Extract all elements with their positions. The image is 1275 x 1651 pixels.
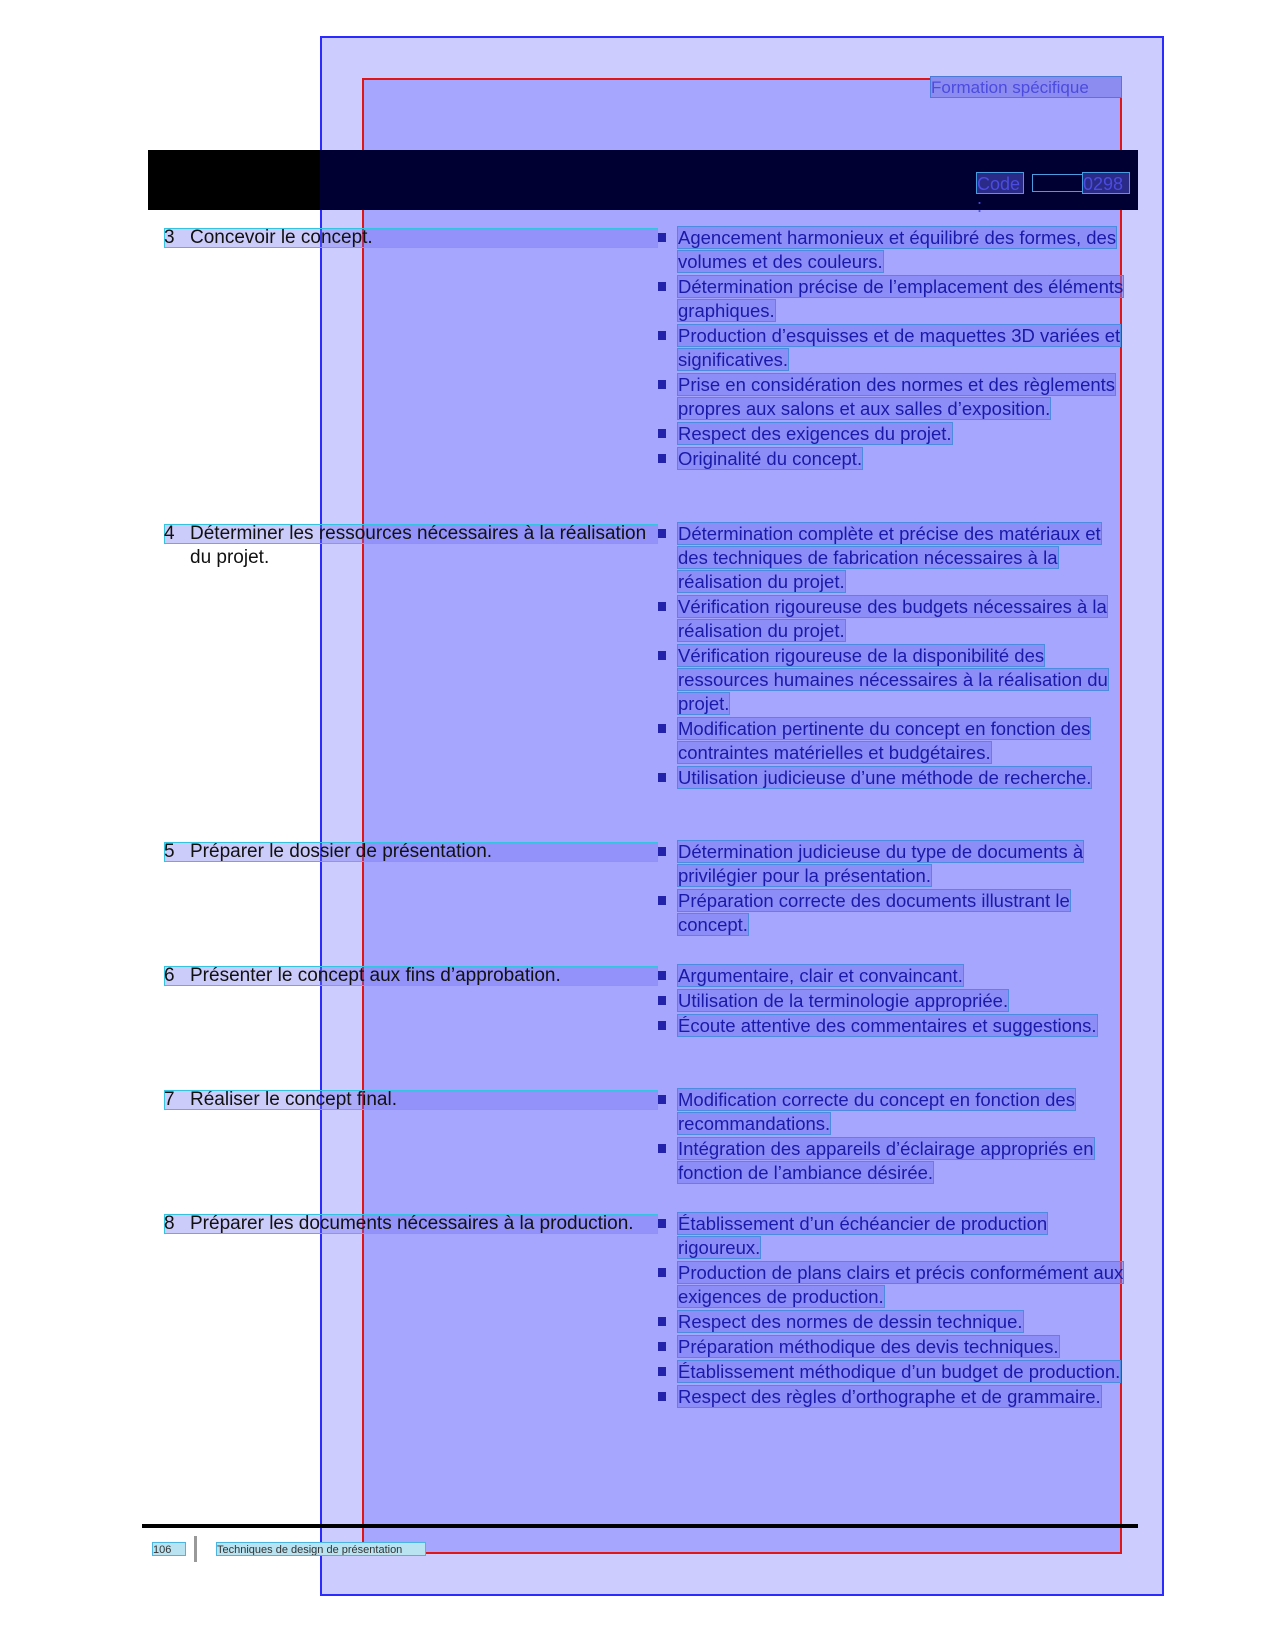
criteria-list: [656, 1212, 1126, 1410]
criteria-list: [656, 964, 1126, 1039]
step-number: 7: [164, 1089, 175, 1110]
section-title: Formation spécifique: [930, 76, 1122, 98]
footer-rule: [142, 1524, 1138, 1528]
step-item: [164, 1088, 664, 1112]
criterion-item: Préparation correcte des documents illustrant le concept.: [656, 889, 1126, 937]
criterion-item: Écoute attentive des commentaires et suggestions.: [656, 1014, 1126, 1038]
step-number: 8: [164, 1213, 175, 1234]
step-text: Réaliser le concept final.: [190, 1089, 397, 1110]
criterion-item: Modification pertinente du concept en fonction des contraintes matérielles et budgétaires.: [656, 717, 1126, 765]
criterion-item: Détermination complète et précise des matériaux et des techniques de fabrication nécessaires à la réalisation du projet.: [656, 522, 1126, 594]
criterion-item: Modification correcte du concept en fonction des recommandations.: [656, 1088, 1126, 1136]
criterion-item: Respect des normes de dessin technique.: [656, 1310, 1126, 1334]
criterion-item: Utilisation de la terminologie appropriée.: [656, 989, 1126, 1013]
criteria-list: [656, 226, 1126, 472]
criterion-item: Détermination précise de l’emplacement des éléments graphiques.: [656, 275, 1126, 323]
criterion-item: Vérification rigoureuse de la disponibilité des ressources humaines nécessaires à la réalisation du projet.: [656, 644, 1126, 716]
step-number: 6: [164, 965, 175, 986]
criterion-item: Production de plans clairs et précis conformément aux exigences de production.: [656, 1261, 1126, 1309]
criterion-item: Établissement méthodique d’un budget de production.: [656, 1360, 1126, 1384]
step-text: Préparer le dossier de présentation.: [190, 841, 493, 862]
code-label: Code :: [976, 172, 1024, 194]
criteria-list: [656, 840, 1126, 938]
step-item: [164, 840, 664, 864]
footer-separator: [194, 1536, 197, 1562]
criterion-item: Vérification rigoureuse des budgets nécessaires à la réalisation du projet.: [656, 595, 1126, 643]
criterion-item: Production d’esquisses et de maquettes 3D variées et significatives.: [656, 324, 1126, 372]
criterion-item: Utilisation judicieuse d’une méthode de recherche.: [656, 766, 1126, 790]
criterion-item: Prise en considération des normes et des règlements propres aux salons et aux salles d’exposition.: [656, 373, 1126, 421]
step-text: Concevoir le concept.: [190, 227, 373, 248]
step-item: [164, 522, 664, 570]
title-bar-left-block: [148, 150, 320, 210]
step-text: Présenter le concept aux fins d’approbation.: [190, 965, 561, 986]
footer-document-title: Techniques de design de présentation: [216, 1542, 426, 1556]
step-text: Préparer les documents nécessaires à la production.: [190, 1213, 634, 1234]
footer-page-number: 106: [152, 1542, 186, 1556]
criterion-item: Argumentaire, clair et convaincant.: [656, 964, 1126, 988]
criteria-list: [656, 522, 1126, 791]
criterion-item: Préparation méthodique des devis techniques.: [656, 1335, 1126, 1359]
criterion-item: Respect des règles d’orthographe et de grammaire.: [656, 1385, 1126, 1409]
criterion-item: Intégration des appareils d’éclairage appropriés en fonction de l’ambiance désirée.: [656, 1137, 1126, 1185]
criterion-item: Agencement harmonieux et équilibré des formes, des volumes et des couleurs.: [656, 226, 1126, 274]
criterion-item: Respect des exigences du projet.: [656, 422, 1126, 446]
criteria-list: [656, 1088, 1126, 1186]
code-value: 0298: [1082, 172, 1130, 194]
step-item: [164, 1212, 664, 1236]
step-number: 4: [164, 523, 175, 544]
code-box: [1032, 174, 1086, 192]
criterion-item: Originalité du concept.: [656, 447, 1126, 471]
criterion-item: Établissement d’un échéancier de production rigoureux.: [656, 1212, 1126, 1260]
criterion-item: Détermination judicieuse du type de documents à privilégier pour la présentation.: [656, 840, 1126, 888]
step-item: [164, 226, 664, 250]
step-text: Déterminer les ressources nécessaires à la réalisation du projet.: [190, 523, 647, 568]
step-number: 3: [164, 227, 175, 248]
step-item: [164, 964, 664, 988]
step-number: 5: [164, 841, 175, 862]
